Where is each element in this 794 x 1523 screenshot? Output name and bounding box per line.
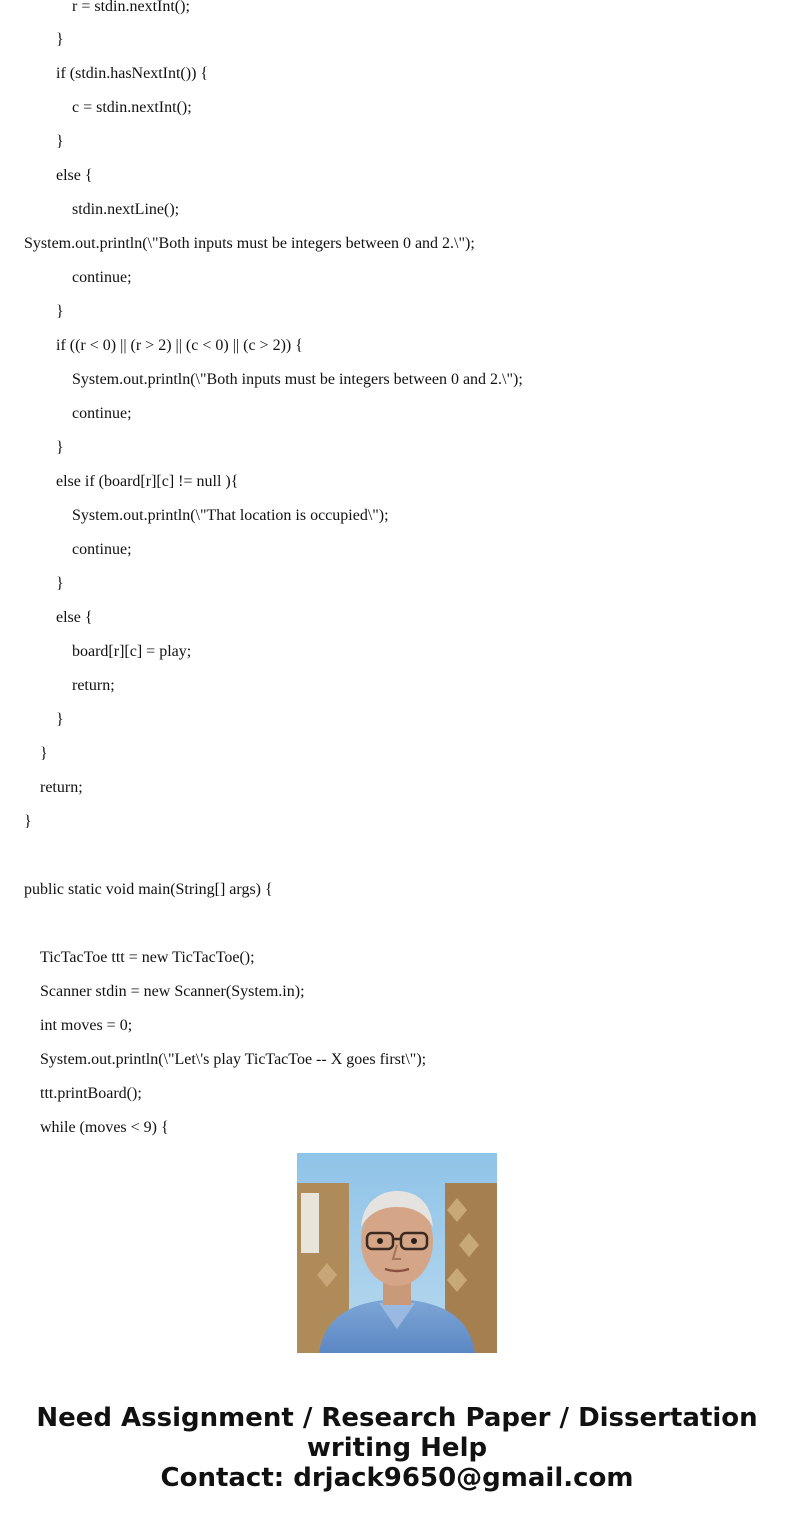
promo-line-2: writing Help (306, 1433, 488, 1463)
code-line: c = stdin.nextInt(); (72, 99, 192, 116)
code-line: System.out.println(\"Both inputs must be integers between 0 and 2.\"); (72, 371, 523, 388)
code-line: board[r][c] = play; (72, 643, 192, 660)
code-line: } (56, 439, 64, 456)
code-line: } (56, 575, 64, 592)
promo-line-1: Need Assignment / Research Paper / Dissertation (36, 1403, 758, 1433)
code-line: System.out.println(\"That location is occupied\"); (72, 507, 389, 524)
code-line: if (stdin.hasNextInt()) { (56, 65, 209, 82)
code-line: else { (56, 167, 93, 184)
code-line: } (56, 133, 64, 150)
code-line: public static void main(String[] args) { (24, 881, 273, 898)
code-line: int moves = 0; (40, 1017, 133, 1034)
author-avatar (297, 1153, 497, 1353)
code-line: stdin.nextLine(); (72, 201, 180, 218)
code-line: else if (board[r][c] != null ){ (56, 473, 239, 490)
code-line: r = stdin.nextInt(); (72, 0, 190, 15)
code-line: } (56, 303, 64, 320)
code-line: } (56, 31, 64, 48)
code-line: ttt.printBoard(); (40, 1085, 142, 1102)
author-photo (297, 1153, 497, 1353)
code-line: while (moves < 9) { (40, 1119, 169, 1136)
code-line: } (56, 711, 64, 728)
contact-email: Contact: drjack9650@gmail.com (160, 1463, 634, 1493)
code-line: return; (72, 677, 115, 694)
code-line: else { (56, 609, 93, 626)
code-line: System.out.println(\"Let\'s play TicTacToe -- X goes first\"); (40, 1051, 427, 1068)
code-line: } (24, 813, 32, 830)
promo-banner (0, 1403, 794, 1493)
code-line: continue; (72, 405, 132, 422)
code-line: if ((r < 0) || (r > 2) || (c < 0) || (c > 2)) { (56, 337, 303, 354)
code-line: TicTacToe ttt = new TicTacToe(); (40, 949, 255, 966)
code-line: } (40, 745, 48, 762)
code-line: return; (40, 779, 83, 796)
code-line: continue; (72, 269, 132, 286)
code-line: continue; (72, 541, 132, 558)
code-line: Scanner stdin = new Scanner(System.in); (40, 983, 305, 1000)
code-line: System.out.println(\"Both inputs must be integers between 0 and 2.\"); (24, 235, 475, 252)
